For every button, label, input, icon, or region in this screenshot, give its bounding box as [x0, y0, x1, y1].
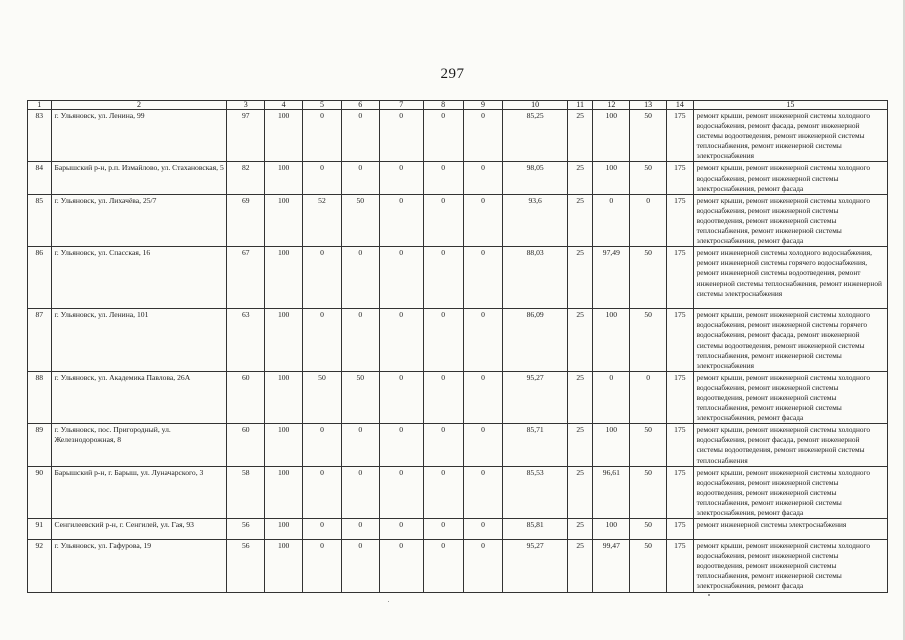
table-row	[28, 247, 888, 309]
row-number-cell: 89	[28, 424, 52, 466]
address-cell: Сенгилеевский р-н, г. Сенгилей, ул. Гая, 93	[51, 519, 227, 540]
value-cell: 175	[667, 519, 694, 540]
value-cell: 0	[341, 162, 379, 194]
value-cell: 175	[667, 424, 694, 466]
header-cell: 5	[303, 101, 342, 110]
value-cell: 0	[463, 309, 503, 372]
value-cell: 100	[593, 110, 630, 162]
value-cell: 0	[463, 247, 503, 309]
value-cell: 50	[630, 466, 667, 518]
value-cell: 175	[667, 466, 694, 518]
value-cell: 175	[667, 194, 694, 246]
value-cell: 69	[227, 194, 265, 246]
value-cell: 0	[303, 540, 342, 592]
value-cell: 85,25	[503, 110, 567, 162]
value-cell: 0	[593, 371, 630, 423]
works-cell: ремонт крыши, ремонт инженерной системы холодного водоснабжения, ремонт инженерной системы водоотведения, ремонт инженерной системы теплоснабжения, ремонт инженерной системы электроснабжения, ремонт фасада	[693, 540, 887, 592]
value-cell: 0	[341, 424, 379, 466]
value-cell: 175	[667, 110, 694, 162]
value-cell: 100	[265, 371, 303, 423]
value-cell: 0	[463, 466, 503, 518]
value-cell: 50	[303, 371, 342, 423]
value-cell: 100	[593, 424, 630, 466]
value-cell: 0	[423, 110, 463, 162]
table-row	[28, 519, 888, 540]
value-cell: 100	[265, 110, 303, 162]
value-cell: 100	[593, 309, 630, 372]
value-cell: 86,09	[503, 309, 567, 372]
value-cell: 0	[463, 194, 503, 246]
row-number-cell: 88	[28, 371, 52, 423]
value-cell: 50	[630, 162, 667, 194]
works-cell: ремонт крыши, ремонт инженерной системы холодного водоснабжения, ремонт фасада, ремонт инженерной системы водоотведения, ремонт инженерной системы теплоснабжения	[693, 424, 887, 466]
row-number-cell: 85	[28, 194, 52, 246]
value-cell: 88,03	[503, 247, 567, 309]
value-cell: 50	[630, 110, 667, 162]
value-cell: 0	[303, 162, 342, 194]
header-cell: 12	[593, 101, 630, 110]
row-number-cell: 84	[28, 162, 52, 194]
value-cell: 0	[463, 519, 503, 540]
value-cell: 0	[303, 309, 342, 372]
value-cell: 97	[227, 110, 265, 162]
value-cell: 50	[630, 540, 667, 592]
value-cell: 175	[667, 540, 694, 592]
address-cell: г. Ульяновск, ул. Академика Павлова, 26А	[51, 371, 227, 423]
value-cell: 100	[265, 309, 303, 372]
header-cell: 1	[28, 101, 52, 110]
value-cell: 0	[303, 466, 342, 518]
header-cell: 15	[693, 101, 887, 110]
value-cell: 85,71	[503, 424, 567, 466]
table-row	[28, 110, 888, 162]
value-cell: 25	[567, 540, 593, 592]
value-cell: 0	[379, 540, 423, 592]
value-cell: 100	[265, 540, 303, 592]
row-number-cell: 83	[28, 110, 52, 162]
value-cell: 0	[463, 540, 503, 592]
table-row	[28, 309, 888, 372]
works-cell: ремонт крыши, ремонт инженерной системы холодного водоснабжения, ремонт инженерной системы водоотведения, ремонт инженерной системы теплоснабжения, ремонт инженерной системы электроснабжения, ремонт фасада	[693, 194, 887, 246]
value-cell: 50	[630, 247, 667, 309]
value-cell: 0	[341, 466, 379, 518]
value-cell: 50	[341, 194, 379, 246]
value-cell: 0	[423, 540, 463, 592]
value-cell: 56	[227, 540, 265, 592]
table-row	[28, 466, 888, 518]
header-cell: 7	[379, 101, 423, 110]
address-cell: Барышский р-н, р.п. Измайлово, ул. Стахановская, 5	[51, 162, 227, 194]
header-cell: 3	[227, 101, 265, 110]
value-cell: 0	[463, 424, 503, 466]
value-cell: 0	[423, 466, 463, 518]
header-cell: 14	[667, 101, 694, 110]
row-number-cell: 91	[28, 519, 52, 540]
page-number: 297	[440, 66, 465, 82]
value-cell: 0	[463, 162, 503, 194]
value-cell: 0	[379, 424, 423, 466]
value-cell: 67	[227, 247, 265, 309]
value-cell: 82	[227, 162, 265, 194]
value-cell: 50	[341, 371, 379, 423]
header-cell: 6	[341, 101, 379, 110]
value-cell: 0	[379, 247, 423, 309]
value-cell: 93,6	[503, 194, 567, 246]
value-cell: 0	[463, 371, 503, 423]
table-row	[28, 194, 888, 246]
value-cell: 85,53	[503, 466, 567, 518]
value-cell: 85,81	[503, 519, 567, 540]
value-cell: 0	[423, 194, 463, 246]
table-body	[28, 101, 888, 593]
value-cell: 0	[630, 194, 667, 246]
value-cell: 0	[463, 110, 503, 162]
value-cell: 0	[423, 371, 463, 423]
header-cell: 11	[567, 101, 593, 110]
value-cell: 0	[379, 466, 423, 518]
header-cell: 2	[51, 101, 227, 110]
works-cell: ремонт крыши, ремонт инженерной системы холодного водоснабжения, ремонт инженерной системы водоотведения, ремонт инженерной системы теплоснабжения, ремонт инженерной системы электроснабжения, ремонт фасада	[693, 371, 887, 423]
header-cell: 10	[503, 101, 567, 110]
value-cell: 0	[379, 110, 423, 162]
address-cell: г. Ульяновск, пос. Пригородный, ул. Железнодорожная, 8	[51, 424, 227, 466]
works-cell: ремонт крыши, ремонт инженерной системы холодного водоснабжения, ремонт инженерной системы водоотведения, ремонт инженерной системы теплоснабжения, ремонт инженерной системы электроснабжения, ремонт фасада	[693, 466, 887, 518]
table-row	[28, 424, 888, 466]
address-cell: г. Ульяновск, ул. Лихачёва, 25/7	[51, 194, 227, 246]
value-cell: 0	[303, 424, 342, 466]
works-cell: ремонт инженерной системы электроснабжения	[693, 519, 887, 540]
value-cell: 58	[227, 466, 265, 518]
value-cell: 0	[341, 247, 379, 309]
value-cell: 100	[265, 247, 303, 309]
value-cell: 100	[265, 194, 303, 246]
address-cell: г. Ульяновск, ул. Гафурова, 19	[51, 540, 227, 592]
value-cell: 0	[341, 309, 379, 372]
value-cell: 50	[630, 519, 667, 540]
value-cell: 175	[667, 162, 694, 194]
works-cell: ремонт крыши, ремонт инженерной системы холодного водоснабжения, ремонт инженерной системы электроснабжения, ремонт фасада	[693, 162, 887, 194]
value-cell: 0	[593, 194, 630, 246]
table-row	[28, 162, 888, 194]
works-table	[27, 100, 888, 593]
header-cell: 8	[423, 101, 463, 110]
value-cell: 0	[423, 162, 463, 194]
value-cell: 0	[303, 110, 342, 162]
value-cell: 25	[567, 519, 593, 540]
value-cell: 0	[423, 309, 463, 372]
value-cell: 0	[379, 519, 423, 540]
value-cell: 52	[303, 194, 342, 246]
value-cell: 100	[265, 162, 303, 194]
value-cell: 0	[379, 371, 423, 423]
value-cell: 95,27	[503, 540, 567, 592]
value-cell: 0	[423, 247, 463, 309]
header-cell: 13	[630, 101, 667, 110]
value-cell: 25	[567, 466, 593, 518]
value-cell: 100	[265, 466, 303, 518]
row-number-cell: 90	[28, 466, 52, 518]
value-cell: 99,47	[593, 540, 630, 592]
value-cell: 63	[227, 309, 265, 372]
row-number-cell: 92	[28, 540, 52, 592]
value-cell: 25	[567, 194, 593, 246]
value-cell: 96,61	[593, 466, 630, 518]
value-cell: 98,05	[503, 162, 567, 194]
value-cell: 25	[567, 371, 593, 423]
value-cell: 60	[227, 371, 265, 423]
value-cell: 60	[227, 424, 265, 466]
value-cell: 25	[567, 247, 593, 309]
value-cell: 0	[341, 540, 379, 592]
value-cell: 175	[667, 371, 694, 423]
value-cell: 100	[265, 424, 303, 466]
value-cell: 100	[265, 519, 303, 540]
scan-speck	[708, 594, 710, 596]
row-number-cell: 87	[28, 309, 52, 372]
value-cell: 0	[341, 110, 379, 162]
value-cell: 175	[667, 309, 694, 372]
header-row	[28, 101, 888, 110]
value-cell: 50	[630, 309, 667, 372]
value-cell: 50	[630, 424, 667, 466]
value-cell: 25	[567, 162, 593, 194]
table-row	[28, 371, 888, 423]
value-cell: 0	[379, 162, 423, 194]
header-cell: 9	[463, 101, 503, 110]
value-cell: 0	[341, 519, 379, 540]
works-cell: ремонт крыши, ремонт инженерной системы холодного водоснабжения, ремонт инженерной системы горячего водоснабжения, ремонт фасада, ремонт инженерной системы водоотведения, ремонт инженерной системы теплоснабжения, ремонт инженерной системы электроснабжения	[693, 309, 887, 372]
address-cell: г. Ульяновск, ул. Ленина, 101	[51, 309, 227, 372]
works-cell: ремонт крыши, ремонт инженерной системы холодного водоснабжения, ремонт фасада, ремонт инженерной системы водоотведения, ремонт инженерной системы теплоснабжения, ремонт инженерной системы электроснабжения	[693, 110, 887, 162]
value-cell: 25	[567, 424, 593, 466]
value-cell: 175	[667, 247, 694, 309]
value-cell: 0	[303, 247, 342, 309]
header-cell: 4	[265, 101, 303, 110]
works-cell: ремонт инженерной системы холодного водоснабжения, ремонт инженерной системы горячего водоснабжения, ремонт инженерной системы водоотведения, ремонт инженерной системы теплоснабжения, ремонт инженерной системы электроснабжения	[693, 247, 887, 309]
address-cell: г. Ульяновск, ул. Спасская, 16	[51, 247, 227, 309]
value-cell: 95,27	[503, 371, 567, 423]
value-cell: 0	[423, 424, 463, 466]
value-cell: 25	[567, 110, 593, 162]
value-cell: 100	[593, 519, 630, 540]
address-cell: Барышский р-н, г. Барыш, ул. Луначарского, 3	[51, 466, 227, 518]
value-cell: 25	[567, 309, 593, 372]
table-row	[28, 540, 888, 592]
value-cell: 100	[593, 162, 630, 194]
value-cell: 0	[303, 519, 342, 540]
scan-speck	[388, 601, 389, 602]
value-cell: 97,49	[593, 247, 630, 309]
value-cell: 0	[423, 519, 463, 540]
row-number-cell: 86	[28, 247, 52, 309]
value-cell: 0	[630, 371, 667, 423]
value-cell: 0	[379, 309, 423, 372]
address-cell: г. Ульяновск, ул. Ленина, 99	[51, 110, 227, 162]
value-cell: 0	[379, 194, 423, 246]
value-cell: 56	[227, 519, 265, 540]
